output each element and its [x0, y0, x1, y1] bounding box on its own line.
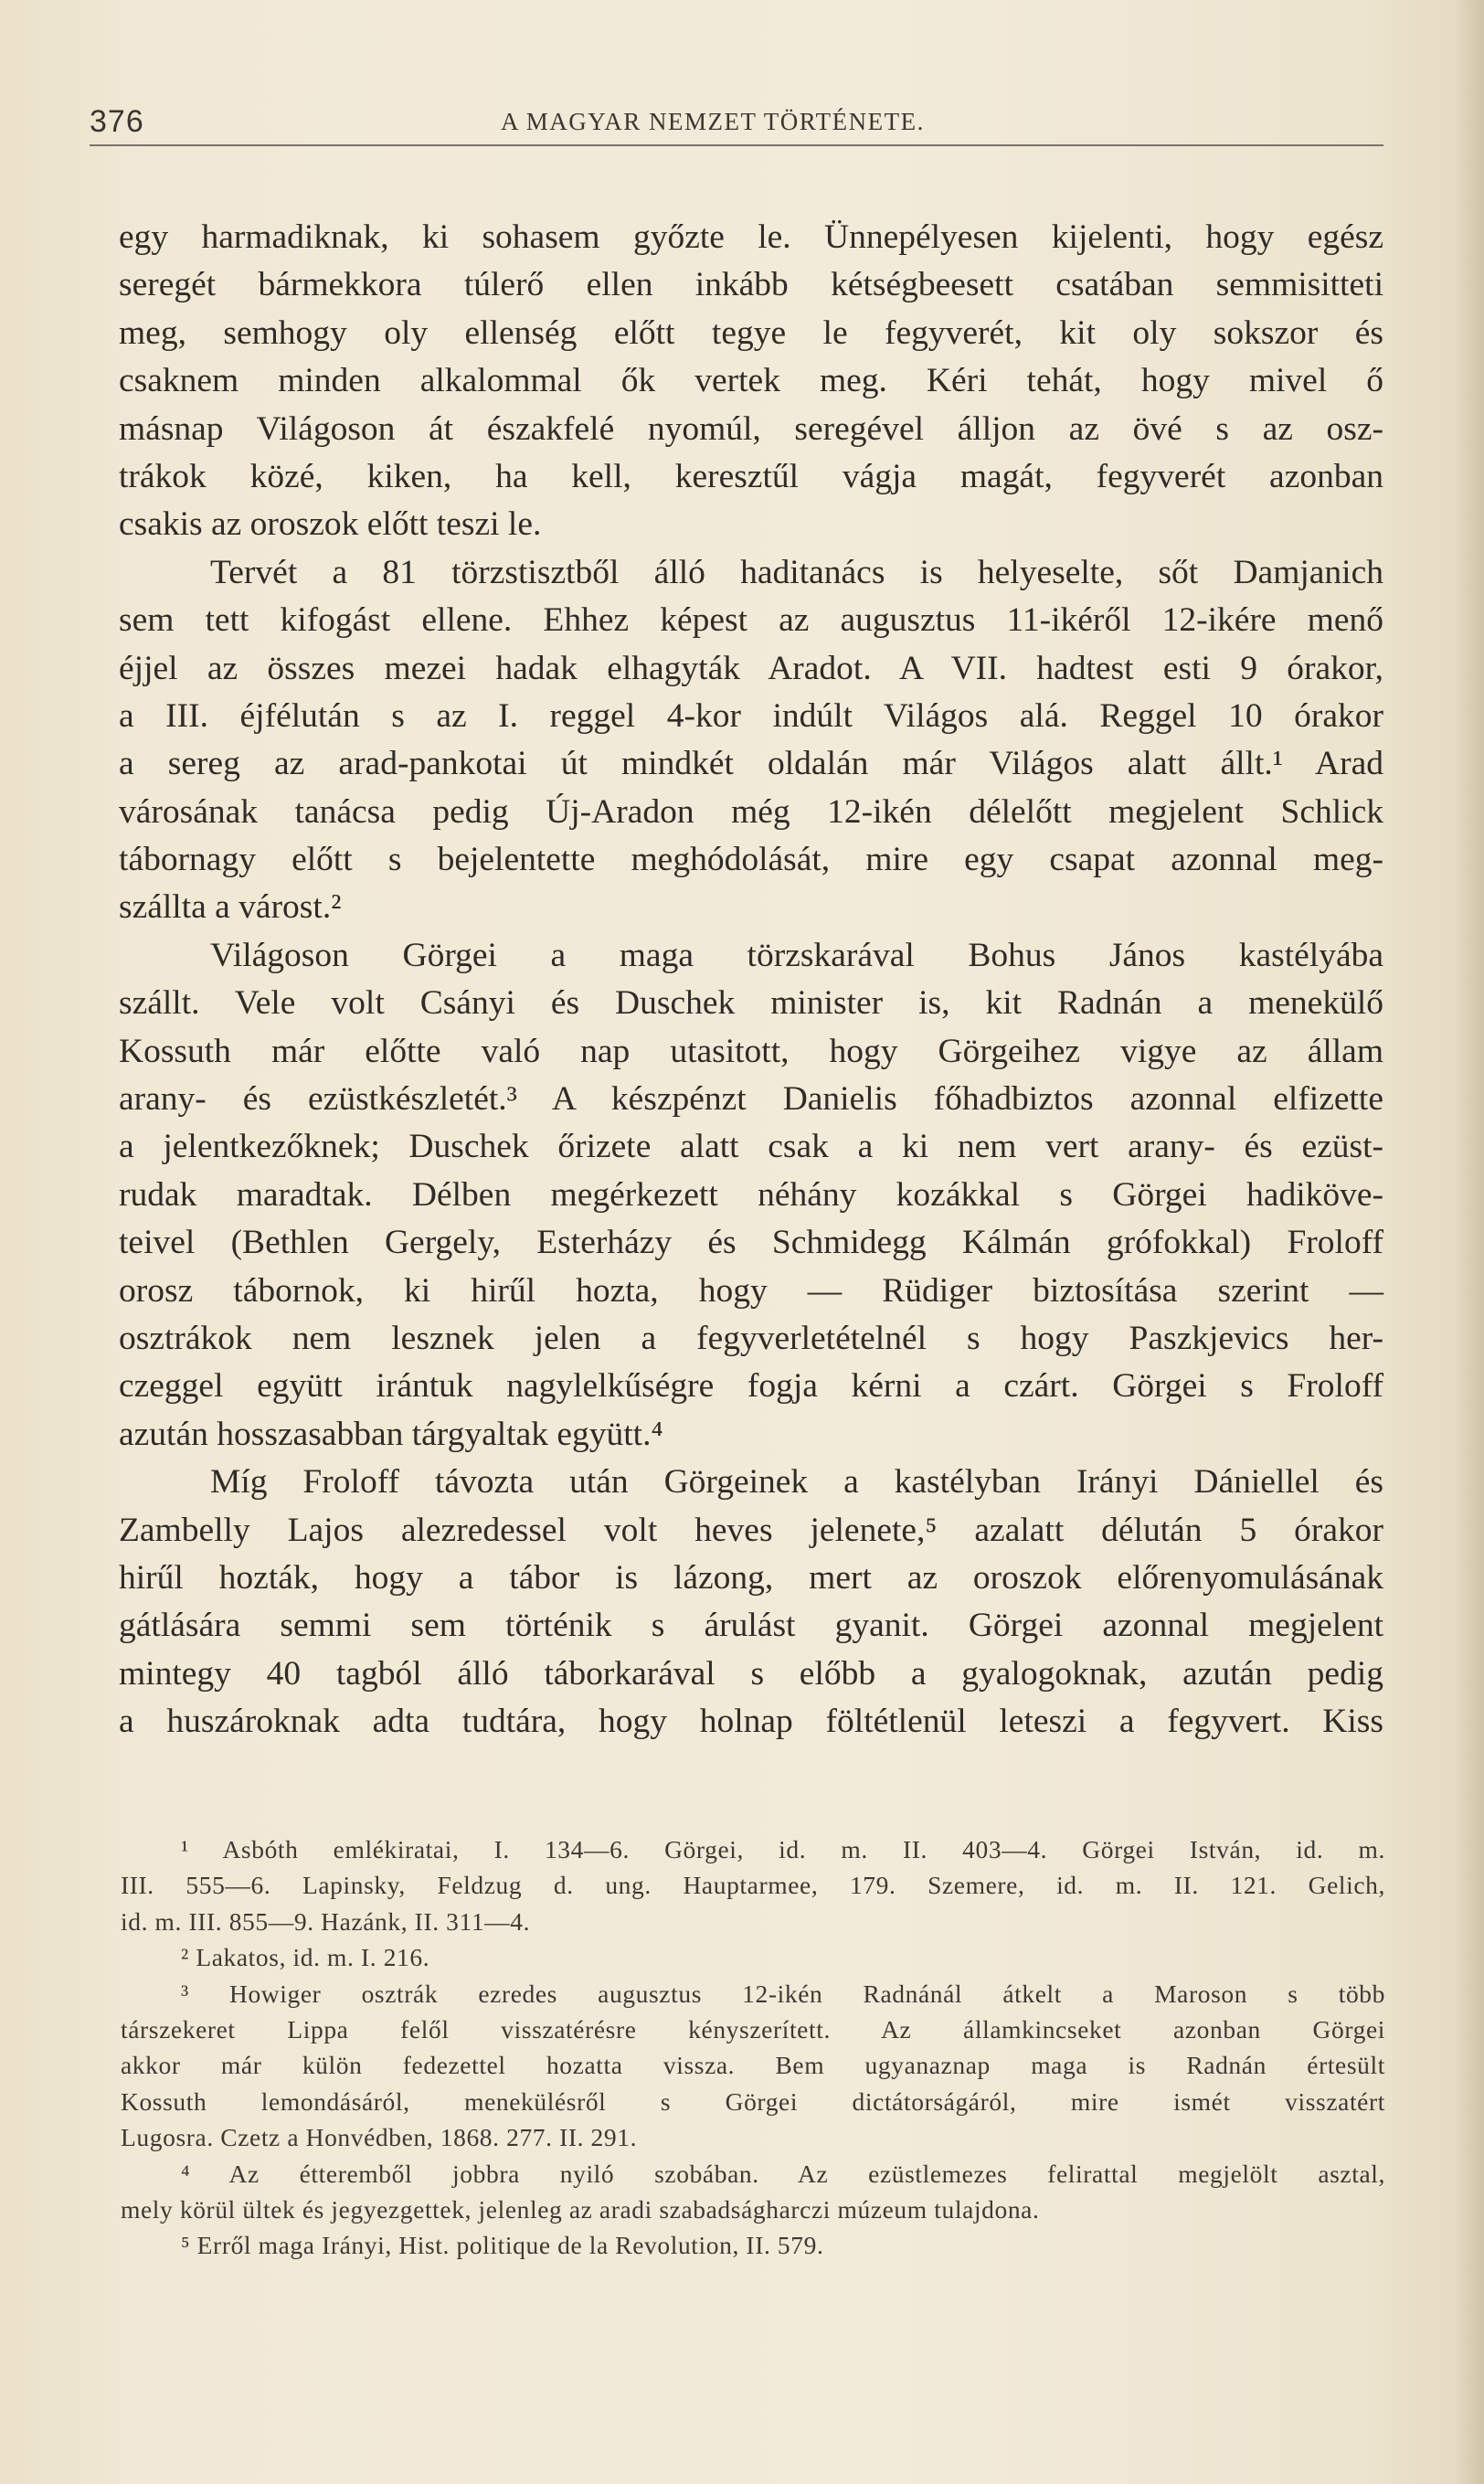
footnote-line: akkor már külön fedezettel hozatta vissza. Bem ugyanaznap maga is Radnán értesült [121, 2051, 1385, 2080]
body-line: csaknem minden alkalommal ők vertek meg. Kéri tehát, hogy mivel ő [119, 362, 1383, 400]
body-line: városának tanácsa pedig Új-Aradon még 12-ikén délelőtt megjelent Schlick [119, 792, 1383, 831]
footnote-line: társzekeret Lippa felől visszatérésre kényszerített. Az államkincseket azonban Görgei [121, 2014, 1385, 2043]
body-line: csakis az oroszok előtt teszi le. [119, 505, 542, 544]
body-line: rudak maradtak. Délben megérkezett néhány kozákkal s Görgei hadiköve- [119, 1175, 1383, 1214]
footnote-line: ³ Howiger osztrák ezredes augusztus 12-ikén Radnánál átkelt a Maroson s több [181, 1979, 1385, 2008]
body-line: osztrákok nem lesznek jelen a fegyverletételnél s hogy Paszkjevics her- [119, 1319, 1383, 1357]
page-edge-shadow [1455, 0, 1484, 2484]
body-line: Világoson Görgei a maga törzskarával Bohus János kastélyába [210, 936, 1383, 974]
body-line: arany- és ezüstkészletét.³ A készpénzt Danielis főhadbiztos azonnal elfizette [119, 1080, 1383, 1119]
page-number: 376 [90, 104, 144, 139]
body-line: Tervét a 81 törzstisztből álló haditanács is helyeselte, sőt Damjanich [210, 553, 1383, 591]
footnote-line: ² Lakatos, id. m. I. 216. [181, 1943, 430, 1972]
body-line: Míg Froloff távozta után Görgeinek a kastélyban Irányi Dániellel és [210, 1463, 1383, 1502]
footnote-line: ¹ Asbóth emlékiratai, I. 134—6. Görgei, id. m. II. 403—4. Görgei István, id. m. [181, 1835, 1385, 1863]
body-line: tábornagy előtt s bejelentette meghódolását, mire egy csapat azonnal meg- [119, 841, 1383, 879]
body-line: teivel (Bethlen Gergely, Esterházy és Schmidegg Kálmán grófokkal) Froloff [119, 1224, 1383, 1262]
page-header [90, 101, 1383, 146]
body-line: czeggel együtt irántuk nagylelkűségre fogja kérni a czárt. Görgei s Froloff [119, 1367, 1383, 1406]
footnote-line: III. 555—6. Lapinsky, Feldzug d. ung. Hauptarmee, 179. Szemere, id. m. II. 121. Gelich, [121, 1871, 1385, 1900]
body-line: mintegy 40 tagból álló táborkarával s előbb a gyalogoknak, azután pedig [119, 1654, 1383, 1693]
body-line: a sereg az arad-pankotai út mindkét oldalán már Világos alatt állt.¹ Arad [119, 745, 1383, 783]
footnote-line: id. m. III. 855—9. Hazánk, II. 311—4. [121, 1906, 531, 1936]
body-line: seregét bármekkora túlerő ellen inkább kétségbeesett csatában semmisitteti [119, 266, 1383, 304]
body-line: éjjel az összes mezei hadak elhagyták Aradot. A VII. hadtest esti 9 órakor, [119, 649, 1383, 687]
footnote-line: Lugosra. Czetz a Honvédben, 1868. 277. II. 291. [121, 2123, 638, 2152]
body-line: azután hosszasabban tárgyaltak együtt.⁴ [119, 1415, 663, 1453]
body-line: trákok közé, kiken, ha kell, keresztűl vágja magát, fegyverét azonban [119, 457, 1383, 495]
running-title: A MAGYAR NEMZET TÖRTÉNETE. [501, 108, 925, 135]
footnote-line: ⁵ Erről maga Irányi, Hist. politique de la Revolution, II. 579. [181, 2231, 824, 2260]
footnote-line: mely körül ültek és jegyezgettek, jelenleg az aradi szabadságharczi múzeum tulajdona. [121, 2194, 1040, 2224]
body-line: Kossuth már előtte való nap utasitott, hogy Görgeihez vigye az állam [119, 1032, 1383, 1070]
body-line: meg, semhogy oly ellenség előtt tegye le fegyverét, kit oly sokszor és [119, 313, 1383, 352]
footnotes [121, 1831, 1385, 2264]
body-line: a III. éjfélután s az I. reggel 4-kor indúlt Világos alá. Reggel 10 órakor [119, 696, 1383, 735]
body-line: hirűl hozták, hogy a tábor is lázong, mert az oroszok előrenyomulásának [119, 1558, 1383, 1597]
body-line: a jelentkezőknek; Duschek őrizete alatt csak a ki nem vert arany- és ezüst- [119, 1128, 1383, 1166]
footnote-line: Kossuth lemondásáról, menekülésről s Görgei dictátorságáról, mire ismét visszatért [121, 2086, 1385, 2116]
body-line: másnap Világoson át északfelé nyomúl, seregével álljon az övé s az osz- [119, 409, 1383, 448]
body-line: orosz tábornok, ki hirűl hozta, hogy — Rüdiger biztosítása szerint — [119, 1271, 1383, 1310]
body-line: szállta a várost.² [119, 888, 342, 927]
body-line: szállt. Vele volt Csányi és Duschek minister is, kit Radnán a menekülő [119, 984, 1383, 1023]
body-line: gátlására semmi sem történik s árulást gyanit. Görgei azonnal megjelent [119, 1607, 1383, 1645]
body-line: Zambelly Lajos alezredessel volt heves jelenete,⁵ azalatt délután 5 órakor [119, 1511, 1383, 1549]
footnote-line: ⁴ Az étteremből jobbra nyiló szobában. Az ezüstlemezes felirattal megjelölt asztal, [181, 2159, 1385, 2188]
body-line: a huszároknak adta tudtára, hogy holnap föltétlenül leteszi a fegyvert. Kiss [119, 1703, 1383, 1741]
body-line: sem tett kifogást ellene. Ehhez képest az augusztus 11-ikéről 12-ikére menő [119, 601, 1383, 640]
main-text [119, 214, 1383, 1746]
body-line: egy harmadiknak, ki sohasem győzte le. Ünnepélyesen kijelenti, hogy egész [119, 218, 1383, 256]
